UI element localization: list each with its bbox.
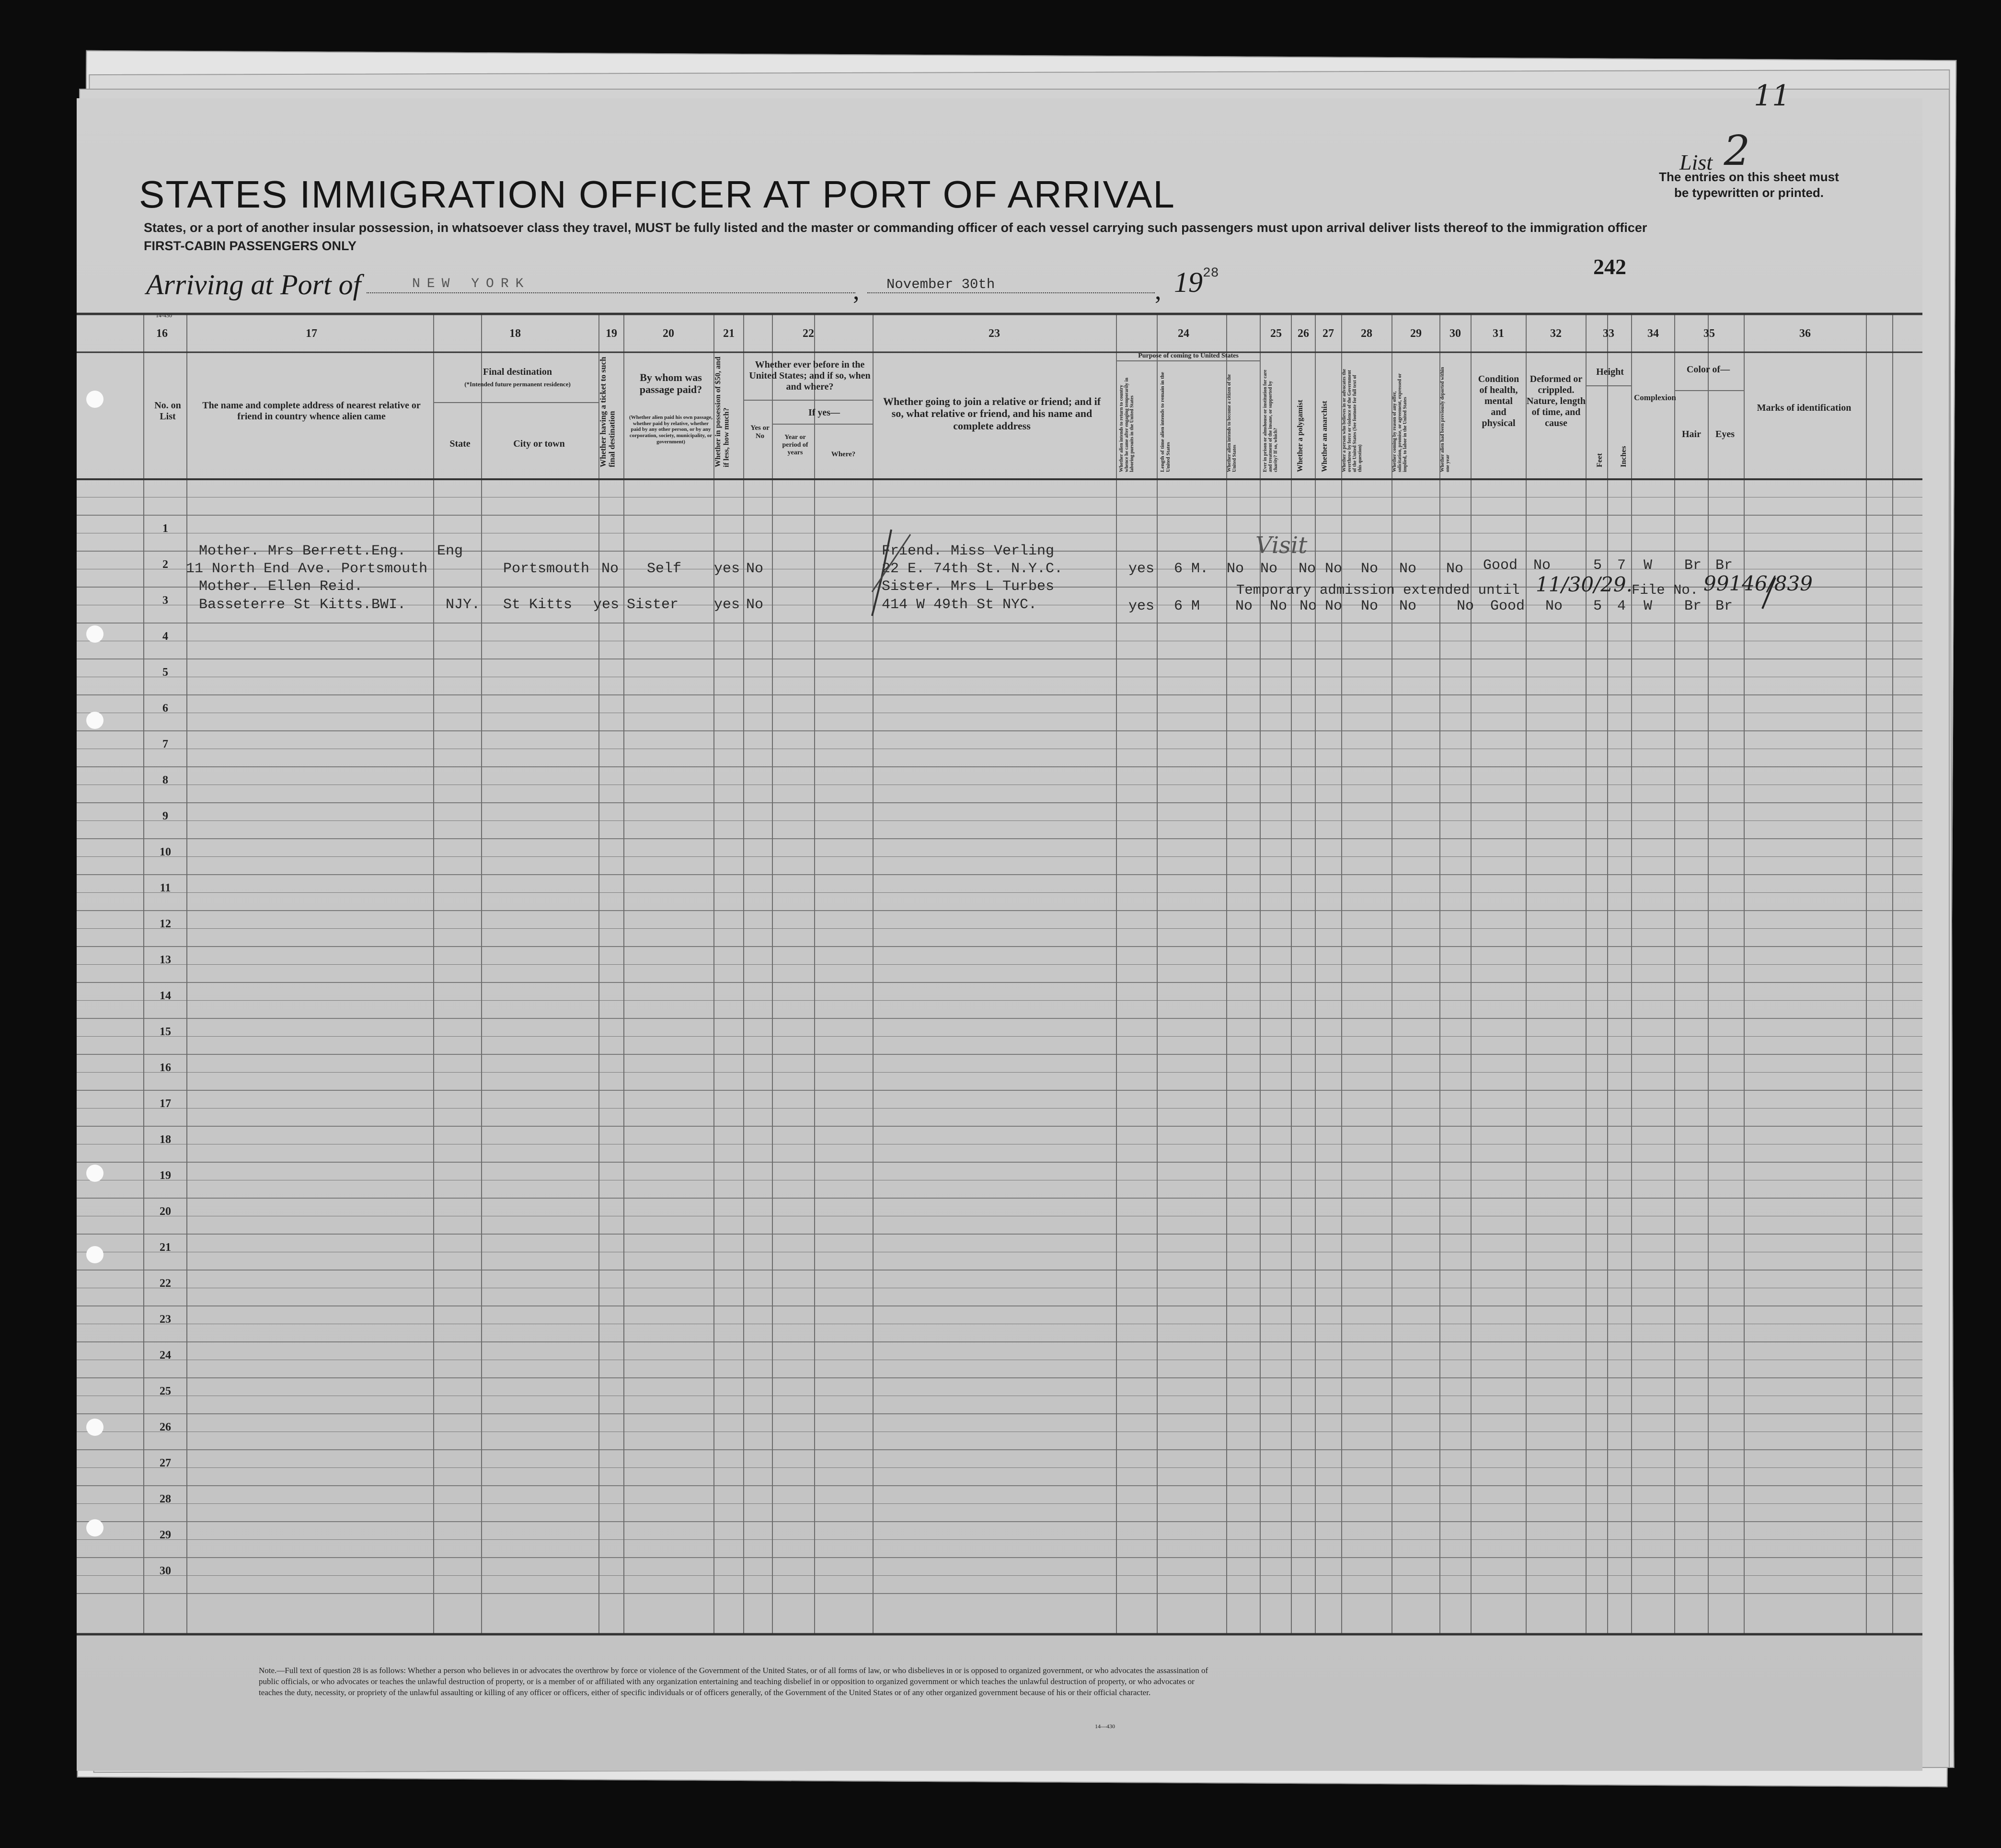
e2-prison: No (1270, 598, 1288, 614)
binder-hole (86, 391, 104, 408)
column-number: 17 (306, 327, 317, 340)
column-number: 27 (1322, 327, 1334, 340)
hdr-q28: Whether a person who believes in or advocates the overthrow by force or violence of the Government of the United States (See footnote for full text of this question) (1342, 369, 1363, 472)
year-prefix: 19 (1174, 266, 1203, 298)
footnote-form-code: 14—430 (1095, 1723, 1115, 1730)
binder-hole (86, 1519, 104, 1536)
hdr-ever-before: Whether ever before in the United States; and if so, when and where? (749, 359, 871, 392)
e1-hand-annotation: Visit (1255, 532, 1308, 559)
row-number: 23 (160, 1313, 171, 1326)
e2-deformed: No (1545, 598, 1563, 614)
e1-relative-line2: 11 North End Ave. Portsmouth (186, 561, 428, 577)
header-paragraph-line1: States, or a port of another insular possession, in whatsoever class they travel, MUST be fully listed and the master or commanding officer of each vessel carrying such passengers must upon arrival deliver lists thereof to the immigration officer (144, 220, 1647, 235)
hdr-yes-or-no: Yes or No (750, 424, 770, 440)
e2-q28: No (1361, 598, 1379, 614)
hdr-passage-paid-sub: (Whether alien paid his own passage, whether paid by relative, whether paid by any other person, or by any corporation, society, municipality, or government) (629, 415, 713, 445)
comma-2: , (1155, 276, 1162, 305)
column-number: 20 (663, 327, 674, 340)
e1-citizen: No (1227, 561, 1244, 577)
row-number: 9 (162, 810, 168, 822)
hdr-city: City or town (513, 439, 565, 449)
comma-1: , (853, 276, 860, 305)
e1-joining-line2: 22 E. 74th St. N.Y.C. (882, 561, 1063, 577)
e2-city: St Kitts (503, 597, 573, 613)
page-number: 242 (1593, 254, 1626, 279)
hdr-joining: Whether going to join a relative or friend; and if so, what relative or friend, and his name and complete address (883, 395, 1101, 432)
e1-q28: No (1361, 561, 1379, 577)
column-number: 32 (1550, 327, 1562, 340)
row-number: 26 (160, 1421, 171, 1433)
entries-note-line1: The entries on this sheet must (1659, 170, 1839, 184)
row-number: 29 (160, 1529, 171, 1541)
binder-hole (86, 1165, 104, 1182)
row-number: 7 (162, 738, 168, 751)
row-number: 30 (160, 1565, 171, 1577)
hdr-nearest-relative: The name and complete address of nearest relative or friend in country whence alien came (202, 400, 421, 422)
e1-anarchist: No (1325, 561, 1343, 577)
page-title: STATES IMMIGRATION OFFICER AT PORT OF ARRIVAL (139, 173, 1175, 216)
e1-deformed: No (1533, 557, 1551, 574)
e1-relative-line1: Mother. Mrs Berrett.Eng. (199, 543, 406, 559)
column-number: 30 (1449, 327, 1461, 340)
e2-polygamist: No (1300, 598, 1317, 614)
e2-q29: No (1399, 598, 1417, 614)
date-value: November 30th (886, 277, 995, 292)
e2-length: 6 M (1174, 598, 1200, 614)
e1-money: yes (714, 561, 740, 577)
e2-q30: No (1457, 598, 1474, 614)
e1-inches: 7 (1617, 557, 1626, 574)
e1-length: 6 M. (1174, 561, 1209, 577)
e2-extension-text: Temporary admission extended until (1236, 582, 1520, 598)
hdr-purpose-c: Whether alien intends to become a citizen of the United States (1227, 374, 1237, 472)
binder-hole (86, 1246, 104, 1263)
top-hand-mark: 11 (1754, 79, 1791, 113)
list-label-text: List (1679, 150, 1713, 174)
hdr-anarchist: Whether an anarchist (1321, 401, 1329, 472)
hdr-q30: Whether alien had been previously deported within one year (1440, 367, 1450, 472)
manifest-grid (77, 98, 1922, 1771)
row-number: 19 (160, 1169, 171, 1182)
hdr-final-destination-sub: (*Intended future permanent residence) (464, 381, 571, 388)
e1-ever-before: No (746, 561, 764, 577)
row-number: 25 (160, 1385, 171, 1398)
column-number: 26 (1298, 327, 1309, 340)
hdr-feet: Feet (1596, 453, 1604, 467)
row-number: 28 (160, 1493, 171, 1505)
e2-paid-by: Sister (627, 597, 679, 613)
column-number: 25 (1270, 327, 1282, 340)
row-number: 22 (160, 1277, 171, 1290)
e1-state: Eng (437, 543, 463, 559)
column-number: 31 (1493, 327, 1504, 340)
hdr-inches: Inches (1620, 446, 1628, 467)
row-number: 6 (162, 702, 168, 715)
row-number: 21 (160, 1241, 171, 1254)
hdr-where: Where? (831, 450, 856, 458)
row-number: 20 (160, 1205, 171, 1218)
row-number: 11 (160, 882, 171, 894)
column-number: 34 (1647, 327, 1659, 340)
e1-city: Portsmouth (503, 561, 590, 577)
hdr-no-on-list: No. on List (154, 400, 181, 422)
e2-citizen: No (1235, 598, 1253, 614)
e2-joining-line1: Sister. Mrs L Turbes (882, 578, 1055, 595)
e2-joining-line2: 414 W 49th St NYC. (882, 597, 1037, 613)
row-number: 1 (162, 522, 168, 535)
hdr-color-of: Color of— (1686, 364, 1730, 375)
e2-file-label: File No. (1632, 582, 1699, 598)
row-number: 27 (160, 1457, 171, 1469)
row-number: 5 (162, 666, 168, 679)
row-number: 13 (160, 954, 171, 966)
manifest-page (77, 79, 1922, 1771)
row-number: 17 (160, 1097, 171, 1110)
column-number: 35 (1703, 327, 1715, 340)
hdr-passage-paid: By whom was passage paid? (639, 371, 702, 396)
row-number: 12 (160, 918, 171, 930)
hdr-year-period: Year or period of years (782, 434, 808, 457)
row-number: 14 (160, 990, 171, 1002)
hdr-ticket: Whether having a ticket to such final destination (598, 357, 617, 467)
column-number: 21 (723, 327, 735, 340)
hdr-eyes: Eyes (1715, 429, 1735, 439)
row-number: 10 (160, 846, 171, 858)
e2-relative-line2: Basseterre St Kitts.BWI. (199, 597, 406, 613)
binder-hole (86, 1419, 104, 1436)
binder-hole (86, 625, 104, 643)
e1-complexion: W (1644, 557, 1653, 574)
pen-slash-mark (1759, 575, 1778, 613)
list-number: 2 (1724, 127, 1750, 175)
row-number: 15 (160, 1026, 171, 1038)
column-number: 28 (1361, 327, 1372, 340)
e1-q29: No (1399, 561, 1417, 577)
row-number: 8 (162, 774, 168, 786)
column-number: 19 (606, 327, 617, 340)
hdr-complexion: Complexion (1634, 393, 1676, 402)
year-suffix: 28 (1203, 266, 1219, 281)
e2-eyes: Br (1715, 598, 1733, 614)
pen-check-mark (862, 525, 920, 621)
arriving-label: Arriving at Port of (146, 269, 361, 300)
row-number: 4 (162, 630, 168, 643)
hdr-condition: Condition of health, mental and physical (1478, 374, 1519, 428)
column-number: 24 (1178, 327, 1189, 340)
e2-complexion: W (1644, 598, 1653, 614)
e1-paid-by: Self (647, 561, 682, 577)
e2-inches: 4 (1617, 598, 1626, 614)
e2-anarchist: No (1325, 598, 1343, 614)
e2-relative-line1: Mother. Ellen Reid. (199, 578, 363, 595)
entries-note-line2: be typewritten or printed. (1674, 185, 1824, 200)
e2-ever-before: No (746, 597, 764, 613)
column-number: 29 (1410, 327, 1422, 340)
e1-ticket: No (601, 561, 619, 577)
e1-joining-line1: Friend. Miss Verling (882, 543, 1055, 559)
binder-hole (86, 712, 104, 729)
footnote: Note.—Full text of question 28 is as follows: Whether a person who believes in or advocates the overthrow by force or violence of the Government of the United States, or of all forms of law, or who disbelieves in or is opposed to organized government, or who advocates the assassination of public officials, or who advocates or teaches the unlawful destruction of property, or is a member of or affiliated with any organization entertaining and teaching disbelief in or opposition to organized government or which teaches the unlawful destruction of property, or who advocates or teaches the duty, necessity, or propriety of the unlawful assaulting or killing of any officer or officers, either of specific individuals or of officers generally, of the Government of the United States or of any other organized government because of his or their official character. (259, 1666, 1208, 1697)
row-number: 24 (160, 1349, 171, 1362)
e1-feet: 5 (1593, 557, 1602, 574)
hdr-state: State (449, 439, 471, 449)
column-number: 23 (989, 327, 1000, 340)
hdr-q29: Whether coming by reason of any offer, solicitation, promise, or agreement, expressed or implied, to labor in the United States (1392, 373, 1408, 472)
hdr-marks: Marks of identification (1757, 403, 1852, 413)
row-number: 2 (162, 558, 168, 571)
row-number: 18 (160, 1133, 171, 1146)
e1-polygamist: No (1299, 561, 1316, 577)
row-number: 3 (162, 594, 168, 607)
hdr-purpose: Purpose of coming to United States (1138, 352, 1239, 359)
hdr-if-yes: If yes— (808, 407, 840, 418)
e2-hair: Br (1684, 598, 1702, 614)
e1-return: yes (1128, 561, 1155, 577)
e2-money: yes (714, 597, 740, 613)
e1-hair: Br (1684, 557, 1702, 574)
hdr-purpose-b: Length of time alien intends to remain in the United States (1160, 372, 1172, 472)
hdr-prison: Ever in prison or almshouse or institution for care and treatment of the insane, or supported by charity? If so, which? (1263, 370, 1278, 472)
column-number: 16 (156, 327, 168, 340)
e1-eyes: Br (1715, 557, 1733, 574)
hdr-deformed: Deformed or crippled. Nature, length of time, and cause (1527, 374, 1586, 428)
port-value: NEW YORK (412, 277, 530, 291)
column-number: 33 (1603, 327, 1614, 340)
e2-feet: 5 (1593, 598, 1602, 614)
hdr-money: Whether in possession of $50, and if less, how much? (714, 357, 731, 467)
form-code-top: 14-430 (156, 312, 172, 319)
e2-extension-date: 11/30/29. (1536, 573, 1633, 596)
hdr-polygamist: Whether a polygamist (1296, 400, 1304, 472)
hdr-hair: Hair (1682, 429, 1701, 439)
e1-prison: No (1260, 561, 1278, 577)
column-number: 36 (1799, 327, 1811, 340)
e1-health: Good (1483, 557, 1518, 574)
e1-q30: No (1446, 561, 1464, 577)
row-number: 16 (160, 1062, 171, 1074)
column-number: 18 (509, 327, 521, 340)
hdr-final-destination: Final destination (483, 367, 552, 377)
e2-return: yes (1128, 598, 1155, 614)
header-paragraph-line2: FIRST-CABIN PASSENGERS ONLY (144, 239, 357, 253)
e2-health: Good (1490, 598, 1525, 614)
e2-state: NJY. (446, 597, 481, 613)
e2-file-number: 99146/839 (1703, 572, 1813, 595)
hdr-purpose-a: Whether alien intends to return to country whence he came after engaging temporarily in laboring pursuits in the United States (1119, 378, 1135, 472)
hdr-height: Height (1596, 367, 1624, 377)
column-number: 22 (803, 327, 814, 340)
e2-ticket: yes (593, 597, 620, 613)
